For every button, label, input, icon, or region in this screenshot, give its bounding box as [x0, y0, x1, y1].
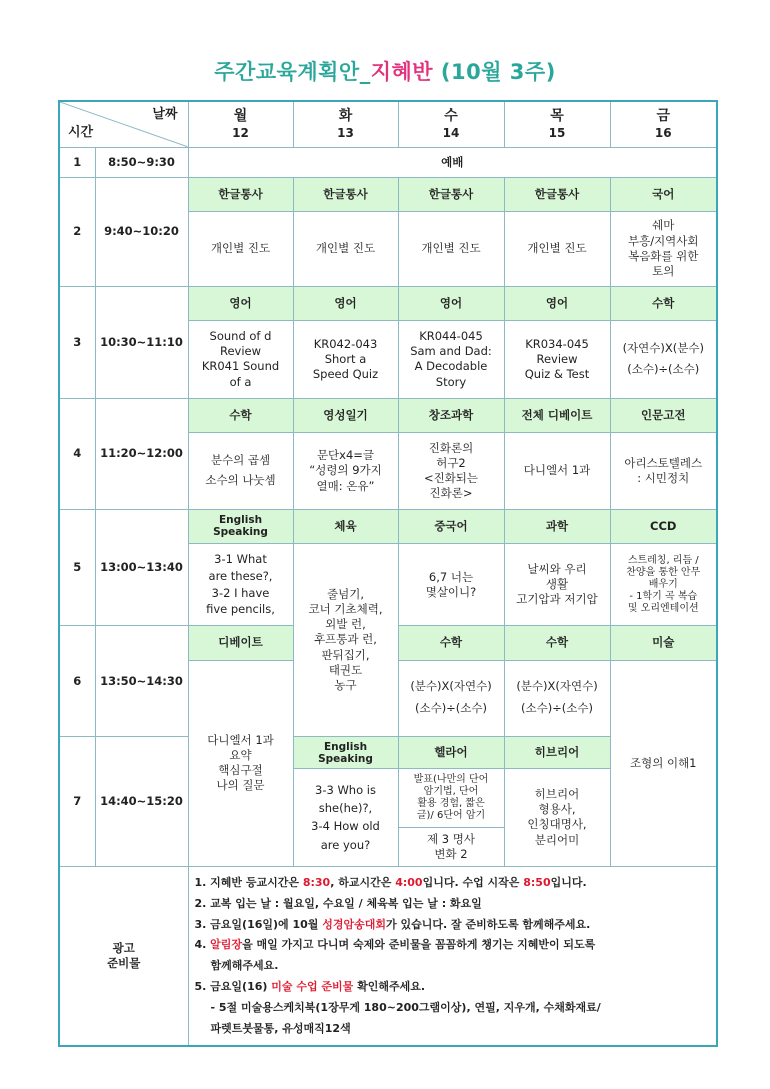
- period-time: 8:50~9:30: [95, 147, 188, 177]
- content-cell: 스트레칭, 리듬 / 찬양을 통한 안무 배우기 - 1학기 곡 복습 및 오리엔테이션: [610, 543, 717, 625]
- subject-cell: 영어: [398, 286, 504, 320]
- day-header-wed: 수 14: [398, 101, 504, 147]
- content-cell: 개인별 진도: [398, 212, 504, 286]
- subject-cell: 영어: [188, 286, 293, 320]
- subject-cell: English Speaking: [188, 509, 293, 543]
- content-cell: 6,7 너는 몇살이니?: [398, 543, 504, 625]
- subject-cell: 수학: [398, 626, 504, 660]
- content-cell-pe: 줄넘기, 코너 기초체력, 외발 런, 후프통과 런, 판뒤집기, 태권도 농구: [293, 543, 398, 736]
- content-cell: 분수의 곱셈 소수의 나눗셈: [188, 433, 293, 509]
- content-cell: 개인별 진도: [188, 212, 293, 286]
- content-cell: 쉐마 부흥/지역사회 복음화를 위한 토의: [610, 212, 717, 286]
- content-cell: 다니엘서 1과: [504, 433, 610, 509]
- content-cell: (자연수)X(분수) (소수)÷(소수): [610, 320, 717, 398]
- subject-cell: CCD: [610, 509, 717, 543]
- note-line-5: 5. 금요일(16) 미술 수업 준비물 확인해주세요.: [194, 980, 426, 994]
- content-cell: 개인별 진도: [293, 212, 398, 286]
- content-cell: (분수)X(자연수) (소수)÷(소수): [504, 660, 610, 736]
- period-number: 5: [59, 509, 95, 626]
- subject-cell: 미술: [610, 626, 717, 660]
- period-number: 4: [59, 399, 95, 510]
- date-header-label: 날짜: [152, 107, 178, 122]
- period-number: 3: [59, 286, 95, 399]
- subject-cell: 수학: [504, 626, 610, 660]
- subject-cell: 인문고전: [610, 399, 717, 433]
- content-cell: KR042-043 Short a Speed Quiz: [293, 320, 398, 398]
- subject-cell: English Speaking: [293, 737, 398, 769]
- notes-content: [188, 866, 717, 1046]
- subject-cell: 디베이트: [188, 626, 293, 660]
- title-class-name: 지혜반: [370, 60, 434, 84]
- note-line-4: 4. 알림장을 매일 가지고 다니며 숙제와 준비물을 꼼꼼하게 챙기는 지혜반이 되도록: [194, 938, 596, 952]
- subject-cell: 영어: [504, 286, 610, 320]
- note-line-3: 3. 금요일(16일)에 10월 성경암송대회가 있습니다. 잘 준비하도록 함께해주세요.: [194, 917, 591, 931]
- period-number: 1: [59, 147, 95, 177]
- content-cell-art: 조형의 이해1: [610, 660, 717, 866]
- title-week: (10월 3주): [433, 60, 556, 84]
- day-header-tue: 화 13: [293, 101, 398, 147]
- subject-cell: 헬라어: [398, 737, 504, 769]
- period-time: 10:30~11:10: [95, 286, 188, 399]
- period-time: 13:50~14:30: [95, 626, 188, 737]
- content-cell: (분수)X(자연수) (소수)÷(소수): [398, 660, 504, 736]
- note-line-2: 2. 교복 입는 날 : 월요일, 수요일 / 체육복 입는 날 : 화요일: [194, 896, 482, 910]
- subject-cell: 국어: [610, 177, 717, 211]
- greek-content-bottom: 제 3 명사 변화 2: [427, 831, 475, 861]
- subject-cell: 창조과학: [398, 399, 504, 433]
- date-time-corner: [59, 101, 188, 147]
- content-cell: 3-1 What are these?, 3-2 I have five pencils,: [188, 543, 293, 625]
- subject-cell: 한글통사: [504, 177, 610, 211]
- content-cell: 히브리어 형용사, 인칭대명사, 분리어미: [504, 769, 610, 867]
- period-number: 6: [59, 626, 95, 737]
- note-line-5-items: - 5절 미술용스케치북(1장무게 180~200그램이상), 연필, 지우개, 수채화재료/: [210, 1001, 601, 1015]
- time-header-label: 시간: [68, 124, 94, 140]
- subject-cell: 한글통사: [398, 177, 504, 211]
- content-cell: 개인별 진도: [504, 212, 610, 286]
- notes-label: 광고 준비물: [59, 866, 188, 1046]
- all-day-worship: 예배: [188, 147, 717, 177]
- content-cell: Sound of d Review KR041 Sound of a: [188, 320, 293, 398]
- content-cell: 진화론의 허구2 <진화되는 진화론>: [398, 433, 504, 509]
- subject-cell: 한글통사: [293, 177, 398, 211]
- period-time: 11:20~12:00: [95, 399, 188, 510]
- subject-cell: 히브리어: [504, 737, 610, 769]
- subject-cell: 수학: [610, 286, 717, 320]
- content-cell: 문단x4=글 “성령의 9가지 열매: 온유”: [293, 433, 398, 509]
- note-line-4-cont: 함께해주세요.: [210, 959, 279, 973]
- note-line-1: 1. 지혜반 등교시간은 8:30, 하교시간은 4:00입니다. 수업 시작은 8:50입니다.: [194, 875, 587, 889]
- period-time: 14:40~15:20: [95, 737, 188, 867]
- subject-cell: 수학: [188, 399, 293, 433]
- note-line-5-items-cont: 파렛트붓물통, 유성매직12색: [210, 1021, 351, 1035]
- content-cell: KR034-045 Review Quiz & Test: [504, 320, 610, 398]
- content-cell: KR044-045 Sam and Dad: A Decodable Story: [398, 320, 504, 398]
- day-header-mon: 월 12: [188, 101, 293, 147]
- subject-cell: 영어: [293, 286, 398, 320]
- period-time: 13:00~13:40: [95, 509, 188, 626]
- schedule-table: [58, 100, 718, 1047]
- day-header-fri: 금 16: [610, 101, 717, 147]
- page-title: [0, 56, 770, 86]
- subject-cell: 한글통사: [188, 177, 293, 211]
- subject-cell: 체육: [293, 509, 398, 543]
- period-time: 9:40~10:20: [95, 177, 188, 286]
- period-number: 2: [59, 177, 95, 286]
- subject-cell: 영성일기: [293, 399, 398, 433]
- subject-cell: 중국어: [398, 509, 504, 543]
- greek-content-top: 발표(나만의 단어 암기법, 단어 활용 경험, 짧은 글)/ 6단어 암기: [399, 769, 504, 828]
- period-number: 7: [59, 737, 95, 867]
- title-prefix: 주간교육계획안_: [214, 60, 371, 84]
- content-cell-debate: 다니엘서 1과 요약 핵심구절 나의 질문: [188, 660, 293, 866]
- subject-cell: 과학: [504, 509, 610, 543]
- day-header-thu: 목 15: [504, 101, 610, 147]
- content-cell: 3-3 Who is she(he)?, 3-4 How old are you?: [293, 769, 398, 867]
- subject-cell: 전체 디베이트: [504, 399, 610, 433]
- greek-cell: [398, 769, 504, 867]
- content-cell: 아리스토텔레스 : 시민정치: [610, 433, 717, 509]
- content-cell: 날씨와 우리 생활 고기압과 저기압: [504, 543, 610, 625]
